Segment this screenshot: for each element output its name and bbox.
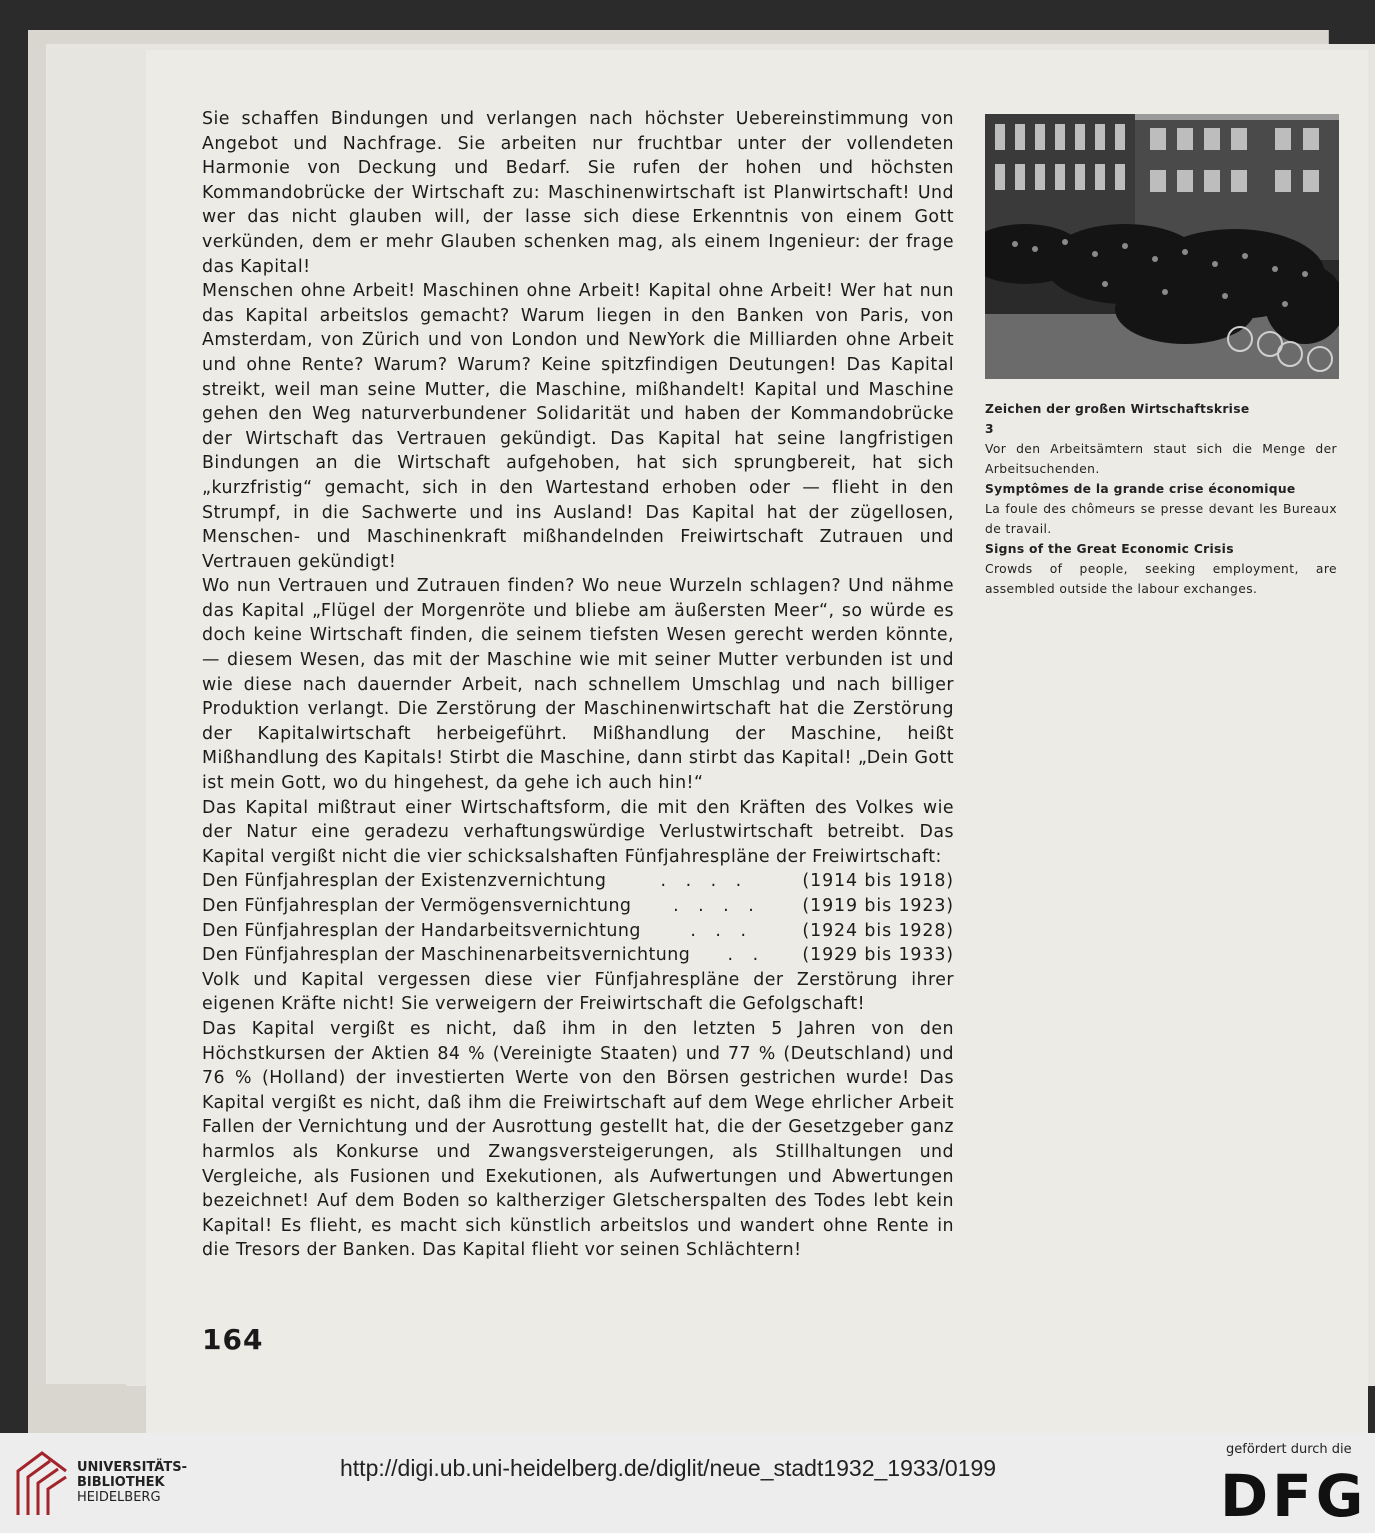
library-name [77,1460,187,1490]
university-library-logo-icon [12,1445,72,1521]
plan-period: (1924 bis 1928) [802,920,954,941]
plan-period: (1929 bis 1933) [802,945,954,966]
paragraph: Menschen ohne Arbeit! Maschinen ohne Arbeit! Kapital ohne Arbeit! Wer hat nun das Kapital arbeitslos gemacht? Warum liegen in den Banken von Paris, von Amsterdam, von Zürich und von London und NewYork die Milliarden ohne Arbeit und ohne Rente? Warum? Warum? Keine spitzfindigen Deutungen! Das Kapital streikt, weil man seine Mutter, die Maschine, mißhandelt! Kapital und Maschine gehen den Weg naturverbundener Solidarität und haben der Kommandobrücke der Wirtschaft das Vertrauen gekündigt. Das Kapital hat seine langfristigen Bindungen an die Wirtschaft aufgehoben, hat sich sprungbereit, hat sich „kurzfristig“ gemacht, sich in den Wartestand erhoben oder — flieht in den Strumpf, in die Sachwerte und ins Ausland! Das Kapital hat der zügellosen, Menschen- und Maschinenkraft mißhandelnden Freiwirtschaft Zutrauen und Vertrauen gekündigt! [202,281,954,572]
plan-dots: . . . [690,920,753,941]
footer-bar [0,1433,1375,1533]
caption-number: 3 [985,422,994,436]
plan-period: (1919 bis 1923) [802,896,954,916]
caption-text-en: Crowds of people, seeking employment, are assembled outside the labour exchanges. [985,562,1337,596]
paragraph: Das Kapital mißtraut einer Wirtschaftsform, die mit den Kräften des Volkes wie der Natur eine geradezu verhaftungswürdige Verlustwirtschaft betreibt. Das Kapital vergißt nicht die vier schicksalshaften Fünfjahrespläne der Freiwirtschaft: [202,797,954,867]
crowd-photo-illustration [985,114,1339,379]
five-year-plan-row [202,894,954,919]
library-city: HEIDELBERG [77,1490,161,1505]
body-text [202,107,954,1263]
paragraph: Volk und Kapital vergessen diese vier Fünfjahrespläne der Zerstörung ihrer eigenen Kräfte nicht! Sie verweigern der Freiwirtschaft die Gefolgschaft! [202,969,954,1015]
plan-label: Den Fünfjahresplan der Maschinenarbeitsvernichtung [202,945,691,966]
funder-label: gefördert durch die [1226,1442,1352,1457]
library-name-line: BIBLIOTHEK [77,1475,165,1490]
caption-title-de: Zeichen der großen Wirtschaftskrise [985,402,1250,416]
plan-label: Den Fünfjahresplan der Handarbeitsvernichtung [202,920,641,941]
plan-label: Den Fünfjahresplan der Vermögensvernichtung [202,896,632,916]
plan-dots: . . [727,945,766,966]
paragraph: Wo nun Vertrauen und Zutrauen finden? Wo neue Wurzeln schlagen? Und nähme das Kapital „Flügel der Morgenröte und bliebe am äußersten Meer“, so würde es doch keine Wirtschaft finden, die seinem tiefsten Wesen gerecht werden könnte, — diesem Wesen, das mit der Maschine wie mit seiner Mutter verbunden ist und wie diese nach dauernder Arbeit, nach schnellem Umschlag und nach billiger Produktion verlangt. Die Zerstörung der Maschinenwirtschaft hat die Zerstörung der Kapitalwirtschaft herbeigeführt. Mißhandlung der Maschine, heißt Mißhandlung des Kapitals! Stirbt die Maschine, dann stirbt das Kapital! „Dein Gott ist mein Gott, wo du hingehest, da gehe ich auch hin!“ [202,576,954,794]
page-number: 164 [202,1323,264,1356]
caption-title-fr: Symptômes de la grande crise économique [985,482,1296,496]
five-year-plan-row [202,919,954,944]
crowd-photo [985,114,1339,379]
plan-dots: . . . . [673,896,761,916]
book-page [146,50,1368,1433]
caption-text-de: Vor den Arbeitsämtern staut sich die Menge der Arbeitsuchenden. [985,442,1337,476]
library-name-line: UNIVERSITÄTS- [77,1460,187,1475]
paragraph: Sie schaffen Bindungen und verlangen nach höchster Uebereinstimmung von Angebot und Nachfrage. Sie arbeiten nur fruchtbar unter der vollendeten Harmonie von Deckung und Bedarf. Sie rufen der hohen und höchsten Kommandobrücke der Wirtschaft zu: Maschinenwirtschaft ist Planwirtschaft! Und wer das nicht glauben will, der lasse sich diese Erkenntnis von einem Gott verkünden, dem er mehr Glauben schenken mag, als einem Ingenieur: der frage das Kapital! [202,109,954,277]
plan-dots: . . . . [660,871,749,892]
paragraph: Das Kapital vergißt es nicht, daß ihm in den letzten 5 Jahren von den Höchstkursen der Aktien 84 % (Vereinigte Staaten) und 77 % (Deutschland) und 76 % (Holland) der investierten Werte von den Börsen gestrichen wurde! Das Kapital vergißt es nicht, daß ihm die Freiwirtschaft auf dem Wege ehrlicher Arbeit Fallen der Vernichtung und der Ausrottung gestellt hat, die der Gesetzgeber ganz harmlos als Konkurse und Zwangsversteigerungen, als Stillhaltungen und Vergleiche, als Fusionen und Exekutionen, als Aufwertungen und Abwertungen bezeichnet! Auf dem Boden so kaltherziger Gletscherspalten des Todes lebt kein Kapital! Es flieht, es macht sich künstlich arbeitslos und wandert ohne Rente in die Tresors der Banken. Das Kapital flieht vor seinen Schlächtern! [202,1018,954,1261]
caption-title-en: Signs of the Great Economic Crisis [985,542,1234,556]
dfg-logo: DFG [1220,1462,1368,1530]
caption-text-fr: La foule des chômeurs se presse devant les Bureaux de travail. [985,502,1337,536]
five-year-plan-row [202,869,954,894]
page-permalink[interactable]: http://digi.ub.uni-heidelberg.de/diglit/neue_stadt1932_1933/0199 [340,1455,997,1481]
photo-caption [985,399,1337,599]
five-year-plan-row [202,943,954,968]
plan-label: Den Fünfjahresplan der Existenzvernichtung [202,871,607,892]
plan-period: (1914 bis 1918) [802,871,954,892]
